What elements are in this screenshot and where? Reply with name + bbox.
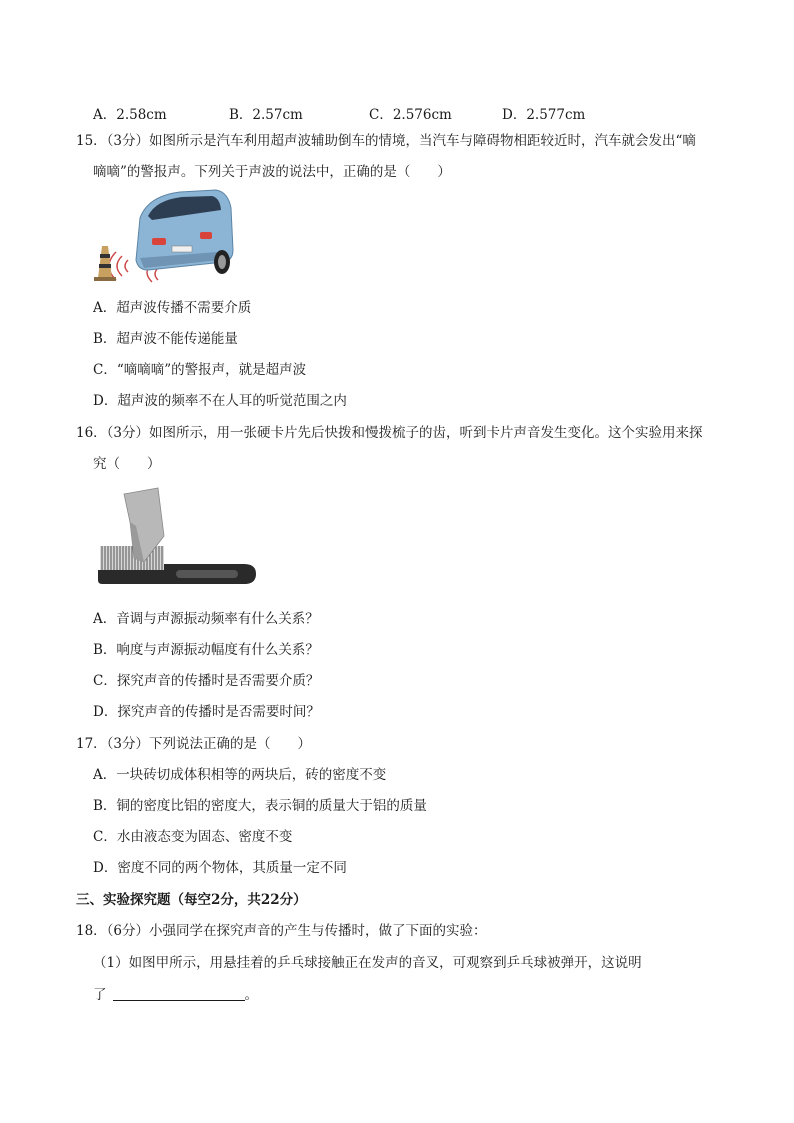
q15-option-a: A．超声波传播不需要介质 — [93, 300, 252, 316]
q17-option-a: A．一块砖切成体积相等的两块后，砖的密度不变 — [93, 767, 387, 783]
car-reversing-figure — [88, 188, 234, 284]
answer-blank[interactable] — [113, 988, 245, 1001]
q17-option-c: C．水由液态变为固态、密度不变 — [93, 829, 293, 845]
q15-option-c: C．“嘀嘀嘀”的警报声，就是超声波 — [93, 362, 307, 378]
q14-option-a: A．2.58cm — [93, 107, 167, 123]
q14-option-b: B．2.57cm — [229, 107, 303, 123]
q18-part1-suffix: 。 — [244, 987, 258, 1003]
q17-option-b: B．铜的密度比铝的密度大，表示铜的质量大于铝的质量 — [93, 798, 427, 814]
comb-icon — [98, 546, 256, 584]
q18-part1-line2 — [93, 988, 258, 1003]
q14-options — [93, 103, 733, 123]
q15-stem-line2: 嘀嘀”的警报声。下列关于声波的说法中，正确的是（ ） — [93, 164, 451, 180]
q18-part1-prefix: 了 — [93, 987, 107, 1003]
section-heading: 三、实验探究题（每空2分，共22分） — [76, 892, 307, 908]
q16-option-b: B．响度与声源振动幅度有什么关系？ — [93, 642, 319, 658]
q18-stem: 18．（6分）小强同学在探究声音的产生与传播时，做了下面的实验： — [76, 923, 487, 939]
q15-option-d: D．超声波的频率不在人耳的听觉范围之内 — [93, 393, 347, 409]
q16-option-a: A．音调与声源振动频率有什么关系？ — [93, 611, 319, 627]
q16-option-c: C．探究声音的传播时是否需要介质？ — [93, 673, 320, 689]
q14-option-d: D．2.577cm — [502, 107, 586, 123]
q16-stem-line1: 16．（3分）如图所示，用一张硬卡片先后快拨和慢拨梳子的齿，听到卡片声音发生变化。这个实验用来探 — [76, 425, 703, 441]
q14-option-c: C．2.576cm — [369, 107, 452, 123]
q15-stem-line1: 15．（3分）如图所示是汽车利用超声波辅助倒车的情境，当汽车与障碍物相距较近时，汽车就会发出“嘀 — [76, 133, 696, 149]
q15-option-b: B．超声波不能传递能量 — [93, 331, 238, 347]
comb-card-figure — [94, 486, 260, 590]
q18-part1-line1: （1）如图甲所示，用悬挂着的乒乓球接触正在发声的音叉，可观察到乒乓球被弹开，这说明 — [93, 955, 642, 971]
q17-option-d: D．密度不同的两个物体，其质量一定不同 — [93, 860, 347, 876]
q16-option-d: D．探究声音的传播时是否需要时间？ — [93, 704, 320, 720]
q16-stem-line2: 究（ ） — [93, 456, 161, 472]
q17-stem: 17．（3分）下列说法正确的是（ ） — [76, 736, 312, 752]
car-icon — [136, 190, 233, 274]
